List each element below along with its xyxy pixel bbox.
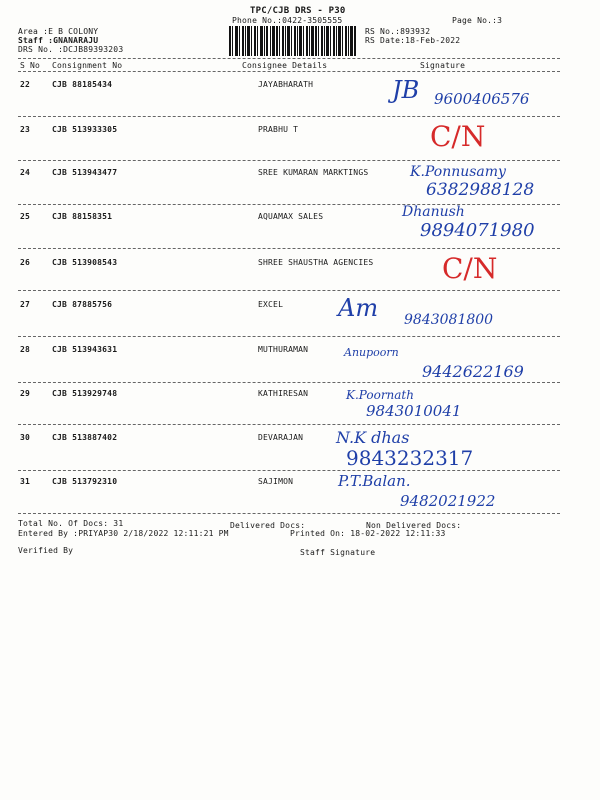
verified-by: Verified By [18, 546, 74, 555]
row-divider [18, 248, 560, 249]
row-sno: 28 [20, 345, 31, 354]
column-consignment: Consignment No [52, 61, 123, 70]
rs-number: RS No.:893932 [365, 27, 431, 36]
row-consignee: AQUAMAX SALES [258, 212, 324, 221]
row-sno: 31 [20, 477, 31, 486]
row-divider [18, 336, 560, 337]
row-signature: Anupoorn [344, 346, 399, 359]
row-divider [18, 382, 560, 383]
entered-by: Entered By :PRIYAP30 2/18/2022 12:11:21 PM [18, 529, 229, 538]
row-divider [18, 290, 560, 291]
row-signature-phone: 6382988128 [426, 180, 535, 200]
drs-number: DRS No. :DCJB89393203 [18, 45, 124, 54]
row-sno: 29 [20, 389, 31, 398]
row-consignee: EXCEL [258, 300, 284, 309]
row-consignment: CJB 513929748 [52, 389, 118, 398]
row-signature-phone: 9600406576 [434, 90, 530, 108]
row-consignment: CJB 88185434 [52, 80, 113, 89]
row-sno: 27 [20, 300, 31, 309]
row-consignee: PRABHU T [258, 125, 299, 134]
row-signature-phone: 9843232317 [346, 446, 474, 470]
row-consignee: SHREE SHAUSTHA AGENCIES [258, 258, 374, 267]
row-signature: Dhanush [402, 204, 465, 220]
row-divider [18, 160, 560, 161]
row-signature: C/N [430, 120, 486, 153]
row-divider [18, 470, 560, 471]
row-consignment: CJB 88158351 [52, 212, 113, 221]
row-consignee: SAJIMON [258, 477, 294, 486]
row-signature-phone: 9843081800 [404, 312, 494, 328]
row-sno: 22 [20, 80, 31, 89]
row-signature-phone: 9482021922 [400, 492, 496, 510]
printed-on: Printed On: 18-02-2022 12:11:33 [290, 529, 446, 538]
row-divider [18, 116, 560, 117]
column-signature: Signature [420, 61, 466, 70]
row-consignment: CJB 513933305 [52, 125, 118, 134]
row-signature: K.Ponnusamy [410, 164, 506, 180]
row-consignment: CJB 513792310 [52, 477, 118, 486]
non-delivered-docs: Non Delivered Docs: [366, 521, 462, 530]
row-divider [18, 424, 560, 425]
phone-number: Phone No.:0422-3505555 [232, 16, 343, 25]
staff-signature: Staff Signature [300, 548, 376, 557]
row-signature: C/N [442, 252, 498, 285]
column-sno: S No [20, 61, 41, 70]
header-divider-bottom [18, 71, 560, 72]
row-consignment: CJB 513943477 [52, 168, 118, 177]
row-consignment: CJB 513908543 [52, 258, 118, 267]
row-consignment: CJB 513943631 [52, 345, 118, 354]
staff-label: Staff :GNANARAJU [18, 36, 99, 45]
row-signature: K.Poornath [346, 388, 414, 402]
row-consignee: JAYABHARATH [258, 80, 314, 89]
row-consignment: CJB 513887402 [52, 433, 118, 442]
barcode [229, 26, 357, 56]
row-signature: JB [392, 76, 420, 104]
header-divider-top [18, 58, 560, 59]
row-signature: P.T.Balan. [338, 472, 411, 490]
row-signature-phone: 9843010041 [366, 402, 462, 420]
delivered-docs: Delivered Docs: [230, 521, 306, 530]
document-title: TPC/CJB DRS - P30 [250, 6, 346, 16]
row-signature: N.K dhas [336, 428, 410, 447]
row-sno: 30 [20, 433, 31, 442]
row-sno: 26 [20, 258, 31, 267]
row-signature-phone: 9442622169 [422, 362, 524, 381]
row-consignee: MUTHURAMAN [258, 345, 309, 354]
row-signature-phone: 9894071980 [420, 220, 535, 241]
row-sno: 24 [20, 168, 31, 177]
row-consignee: KATHIRESAN [258, 389, 309, 398]
row-divider [18, 513, 560, 514]
row-consignee: SREE KUMARAN MARKTINGS [258, 168, 369, 177]
page-number: Page No.:3 [452, 16, 503, 25]
total-docs: Total No. Of Docs: 31 [18, 519, 124, 528]
row-signature: Am [338, 294, 379, 322]
row-consignee: DEVARAJAN [258, 433, 304, 442]
row-consignment: CJB 87885756 [52, 300, 113, 309]
column-consignee: Consignee Details [242, 61, 328, 70]
row-sno: 23 [20, 125, 31, 134]
area-label: Area :E B COLONY [18, 27, 99, 36]
rs-date: RS Date:18-Feb-2022 [365, 36, 461, 45]
row-divider [18, 204, 560, 205]
row-sno: 25 [20, 212, 31, 221]
